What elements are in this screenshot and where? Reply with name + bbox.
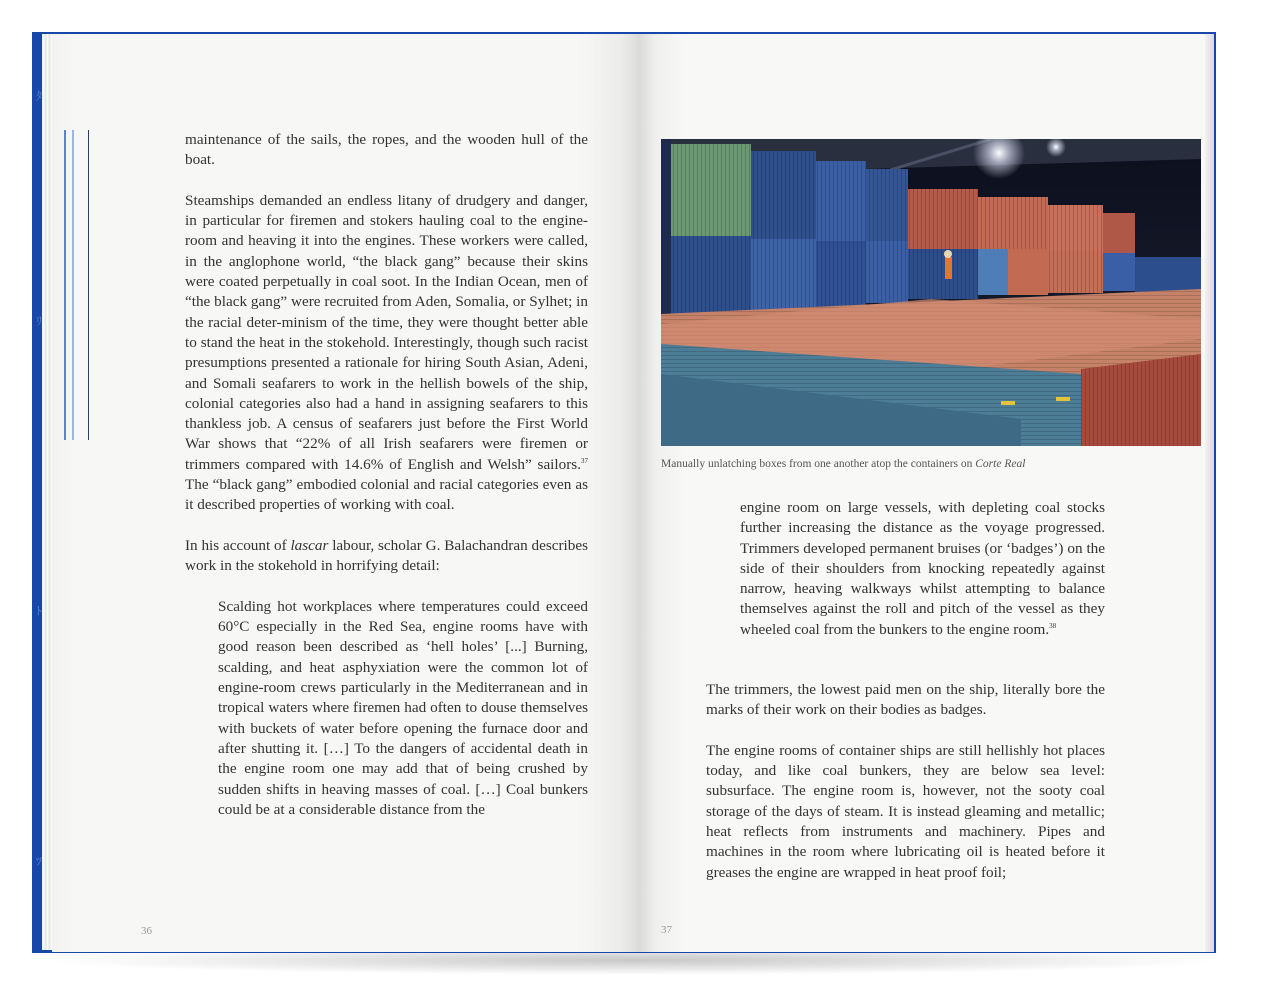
footnote-ref: 38 <box>1049 621 1057 630</box>
footnote-ref: 37 <box>581 456 588 465</box>
show-through-strip <box>88 130 89 440</box>
paragraph: The engine rooms of container ships are still hellishly hot places today, and like coal bunkers, they are below sea level: subsurface. The engine room is, however, not the sooty coal storage of the days of steam. It is instead gleaming and metallic; heat reflects from instruments and machinery. Pipes and machines in the room where lubricating oil is heated before it greases the engine are wrapped in heat proof foil; <box>706 741 1105 881</box>
paragraph: The trimmers, the lowest paid men on the ship, literally bore the marks of their work on their bodies as badges. <box>706 681 1105 719</box>
show-through-strip <box>64 130 66 440</box>
page-number-right: 37 <box>661 924 672 936</box>
block-quote: Scalding hot workplaces where temperatures could exceed 60°C especially in the Red Sea, engine rooms have with good reason been described as ‘hell holes’ [...] Burning, scalding, and heat asphyxiation were the common lot of engine-room crews particularly in the Mediterranean and in tropical waters where firemen had often to douse themselves with buckets of water before opening the furnace door and after shutting it. […] To the dangers of accidental death in the engine room one may add that of being crushed by sudden shifts in heaving masses of coal. […] Coal bunkers could be at a considerable distance from the <box>218 597 588 818</box>
page-number-left: 36 <box>141 925 152 937</box>
right-page-edge <box>1205 34 1214 952</box>
cover-map-marks: ﾀ ﾘ ﾄ ﾂ <box>36 89 43 868</box>
paragraph: Steamships demanded an endless litany of drudgery and danger, in particular for firemen and stokers hauling coal to the engine-room and heaving it into the engines. These workers were called, in the anglophone world, “the black gang” because their skins were coated perpetually in coal soot. In the Indian Ocean, men of “the black gang” were recruited from Aden, Somalia, or Sylhet; in the racial deter-minism of the time, they were thought better able to stand the heat in the stokehold. Interestingly, though such racist presumptions presented a rationale for hiring South Asian, Adeni, and Somali seafarers to work in the hellish bowels of the ship, colonial categories also had a hand in assigning seafarers to this thankless job. A census of seafarers just before the First World War shows that “22% of all Irish seafarers were firemen or trimmers compared with 14.6% of English and Welsh” sailors.$^{37}$ The “black gang” embodied colonial and racial categories even as it described properties of working with coal. <box>185 191 588 514</box>
paragraph: In his account of lascar labour, scholar G. Balachandran describes work in the stokehold in horrifying detail: <box>185 536 588 575</box>
block-quote-continued: engine room on large vessels, with depleting coal stocks further increasing the distance as the voyage progressed. Trimmers developed permanent bruises (or ‘badges’) on the side of their shoulders from knocking repeatedly against narrow, heaving walkways whilst attempting to balance themselves against the roll and pitch of the vessel as they wheeled coal from the bunkers to the engine room.$^{38}$ <box>740 499 1105 638</box>
show-through-strip <box>72 130 74 440</box>
photo-caption: Manually unlatching boxes from one another atop the containers on Corte Real <box>661 458 1026 470</box>
left-page-text <box>185 130 588 840</box>
container-photo <box>661 139 1201 446</box>
right-page-text <box>706 680 1105 903</box>
paragraph: maintenance of the sails, the ropes, and the wooden hull of the boat. <box>185 131 588 169</box>
